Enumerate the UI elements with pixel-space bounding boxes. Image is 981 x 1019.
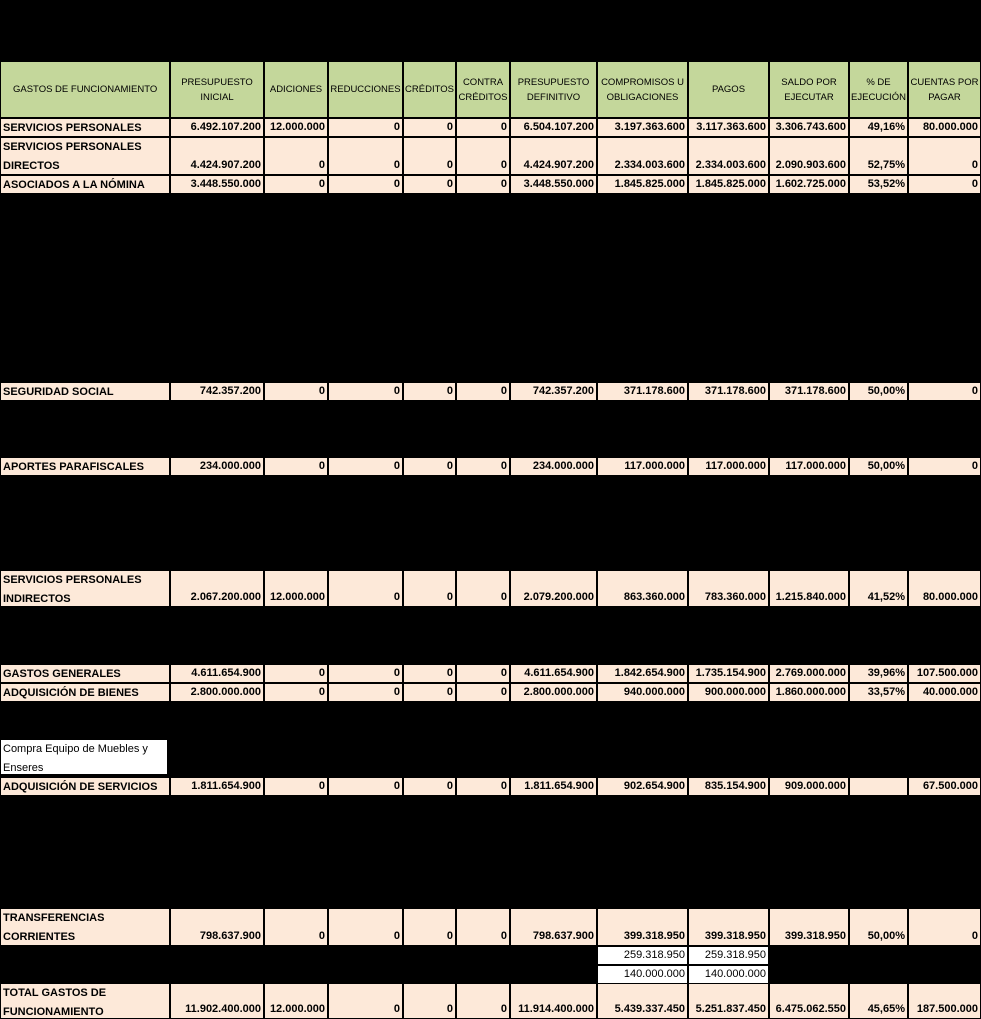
table-cell: 49,16%: [849, 118, 908, 137]
table-cell: 0: [456, 118, 510, 137]
table-cell: 0: [264, 908, 328, 946]
table-cell: 2.067.200.000: [170, 570, 264, 607]
table-cell: 0: [328, 683, 403, 702]
table-cell: 863.360.000: [597, 570, 688, 607]
table-cell: 2.800.000.000: [170, 683, 264, 702]
table-cell: 1.811.654.900: [170, 777, 264, 796]
table-cell: 0: [403, 664, 456, 683]
table-cell: 1.735.154.900: [688, 664, 769, 683]
table-cell: 4.611.654.900: [510, 664, 597, 683]
table-cell: 12.000.000: [264, 983, 328, 1019]
table-cell: 0: [403, 382, 456, 401]
table-cell: 0: [403, 457, 456, 476]
table-cell: 0: [328, 137, 403, 175]
table-cell: 80.000.000: [908, 570, 981, 607]
table-cell: 0: [908, 137, 981, 175]
table-cell: 0: [403, 118, 456, 137]
table-cell: 0: [264, 777, 328, 796]
table-cell: 940.000.000: [597, 683, 688, 702]
table-cell: 52,75%: [849, 137, 908, 175]
table-cell: 0: [403, 175, 456, 194]
table-cell: 12.000.000: [264, 570, 328, 607]
table-cell: 0: [264, 382, 328, 401]
table-cell: [849, 777, 908, 796]
row-label: SEGURIDAD SOCIAL: [0, 382, 170, 401]
table-cell: 5.439.337.450: [597, 983, 688, 1019]
table-cell: 0: [328, 777, 403, 796]
table-cell: 1.842.654.900: [597, 664, 688, 683]
table-cell: 0: [328, 570, 403, 607]
table-cell: 0: [908, 175, 981, 194]
row-label: ADQUISICIÓN DE BIENES: [0, 683, 170, 702]
table-cell: 902.654.900: [597, 777, 688, 796]
table-cell: 0: [403, 570, 456, 607]
table-cell: 3.197.363.600: [597, 118, 688, 137]
table-cell: 0: [456, 683, 510, 702]
table-cell: 0: [456, 908, 510, 946]
table-cell: 0: [328, 983, 403, 1019]
table-cell: 0: [264, 664, 328, 683]
table-cell: 3.306.743.600: [769, 118, 849, 137]
column-header: ADICIONES: [264, 61, 328, 118]
table-cell: 5.251.837.450: [688, 983, 769, 1019]
table-cell: 50,00%: [849, 908, 908, 946]
table-cell: 2.090.903.600: [769, 137, 849, 175]
table-cell: 67.500.000: [908, 777, 981, 796]
table-cell: 39,96%: [849, 664, 908, 683]
table-cell: 41,52%: [849, 570, 908, 607]
table-cell: 0: [328, 382, 403, 401]
transfer-subvalue: 259.318.950: [688, 946, 769, 965]
table-cell: 783.360.000: [688, 570, 769, 607]
table-cell: 0: [403, 137, 456, 175]
table-cell: 0: [328, 118, 403, 137]
table-cell: 117.000.000: [597, 457, 688, 476]
table-cell: 742.357.200: [170, 382, 264, 401]
equipo-label: Compra Equipo de Muebles y Enseres: [0, 739, 168, 775]
table-cell: 107.500.000: [908, 664, 981, 683]
row-label: TOTAL GASTOS DE FUNCIONAMIENTO: [0, 983, 170, 1019]
column-header: CUENTAS POR PAGAR: [908, 61, 981, 118]
table-cell: 0: [403, 777, 456, 796]
table-cell: 1.845.825.000: [688, 175, 769, 194]
table-cell: 1.215.840.000: [769, 570, 849, 607]
table-cell: 0: [456, 457, 510, 476]
table-cell: 371.178.600: [688, 382, 769, 401]
table-cell: 798.637.900: [510, 908, 597, 946]
transfer-subvalue: 259.318.950: [597, 946, 688, 965]
column-header: PRESUPUESTO DEFINITIVO: [510, 61, 597, 118]
row-label: SERVICIOS PERSONALES INDIRECTOS: [0, 570, 170, 607]
table-cell: 835.154.900: [688, 777, 769, 796]
table-cell: 80.000.000: [908, 118, 981, 137]
column-header: % DE EJECUCIÓN: [849, 61, 908, 118]
table-cell: 2.769.000.000: [769, 664, 849, 683]
table-cell: 0: [328, 664, 403, 683]
table-cell: 0: [456, 983, 510, 1019]
table-cell: 0: [328, 457, 403, 476]
table-cell: 2.334.003.600: [688, 137, 769, 175]
column-header: GASTOS DE FUNCIONAMIENTO: [0, 61, 170, 118]
row-label: SERVICIOS PERSONALES: [0, 118, 170, 137]
table-cell: 399.318.950: [688, 908, 769, 946]
table-cell: 371.178.600: [597, 382, 688, 401]
table-cell: 1.811.654.900: [510, 777, 597, 796]
table-cell: 2.079.200.000: [510, 570, 597, 607]
table-cell: 234.000.000: [510, 457, 597, 476]
table-cell: 40.000.000: [908, 683, 981, 702]
column-header: PRESUPUESTO INICIAL: [170, 61, 264, 118]
table-cell: 4.611.654.900: [170, 664, 264, 683]
table-cell: 0: [456, 382, 510, 401]
column-header: REDUCCIONES: [328, 61, 403, 118]
table-cell: 1.845.825.000: [597, 175, 688, 194]
table-cell: 6.475.062.550: [769, 983, 849, 1019]
table-cell: 6.492.107.200: [170, 118, 264, 137]
table-cell: 371.178.600: [769, 382, 849, 401]
column-header: CONTRA CRÉDITOS: [456, 61, 510, 118]
table-cell: 3.448.550.000: [510, 175, 597, 194]
table-cell: 0: [908, 908, 981, 946]
table-cell: 399.318.950: [769, 908, 849, 946]
table-cell: 0: [264, 137, 328, 175]
table-cell: 45,65%: [849, 983, 908, 1019]
table-cell: 0: [456, 664, 510, 683]
column-header: PAGOS: [688, 61, 769, 118]
row-label: APORTES PARAFISCALES: [0, 457, 170, 476]
table-cell: 1.602.725.000: [769, 175, 849, 194]
table-cell: 3.117.363.600: [688, 118, 769, 137]
table-cell: 11.902.400.000: [170, 983, 264, 1019]
table-cell: 0: [456, 175, 510, 194]
row-label: GASTOS GENERALES: [0, 664, 170, 683]
table-cell: 0: [908, 457, 981, 476]
table-cell: 3.448.550.000: [170, 175, 264, 194]
table-cell: 234.000.000: [170, 457, 264, 476]
row-label: TRANSFERENCIAS CORRIENTES: [0, 908, 170, 946]
table-cell: 0: [403, 908, 456, 946]
table-cell: 11.914.400.000: [510, 983, 597, 1019]
table-cell: 0: [264, 683, 328, 702]
row-label: ASOCIADOS A LA NÓMINA: [0, 175, 170, 194]
table-cell: 0: [908, 382, 981, 401]
table-cell: 117.000.000: [769, 457, 849, 476]
table-cell: 2.800.000.000: [510, 683, 597, 702]
table-cell: 50,00%: [849, 382, 908, 401]
table-cell: 0: [403, 983, 456, 1019]
table-cell: 0: [264, 175, 328, 194]
table-cell: 399.318.950: [597, 908, 688, 946]
table-cell: 12.000.000: [264, 118, 328, 137]
column-header: CRÉDITOS: [403, 61, 456, 118]
table-cell: 0: [264, 457, 328, 476]
table-cell: 4.424.907.200: [510, 137, 597, 175]
table-cell: 4.424.907.200: [170, 137, 264, 175]
table-cell: 33,57%: [849, 683, 908, 702]
row-label: SERVICIOS PERSONALES DIRECTOS: [0, 137, 170, 175]
table-cell: 1.860.000.000: [769, 683, 849, 702]
table-cell: 53,52%: [849, 175, 908, 194]
table-cell: 2.334.003.600: [597, 137, 688, 175]
table-cell: 0: [328, 175, 403, 194]
table-cell: 798.637.900: [170, 908, 264, 946]
table-cell: 6.504.107.200: [510, 118, 597, 137]
column-header: COMPROMISOS U OBLIGACIONES: [597, 61, 688, 118]
table-cell: 117.000.000: [688, 457, 769, 476]
table-cell: 742.357.200: [510, 382, 597, 401]
table-cell: 50,00%: [849, 457, 908, 476]
row-label: ADQUISICIÓN DE SERVICIOS: [0, 777, 170, 796]
table-cell: 0: [456, 777, 510, 796]
transfer-subvalue: 140.000.000: [597, 965, 688, 984]
table-cell: 0: [456, 137, 510, 175]
column-header: SALDO POR EJECUTAR: [769, 61, 849, 118]
table-cell: 0: [328, 908, 403, 946]
table-cell: 909.000.000: [769, 777, 849, 796]
table-cell: 0: [456, 570, 510, 607]
table-cell: 0: [403, 683, 456, 702]
table-cell: 187.500.000: [908, 983, 981, 1019]
transfer-subvalue: 140.000.000: [688, 965, 769, 984]
table-cell: 900.000.000: [688, 683, 769, 702]
